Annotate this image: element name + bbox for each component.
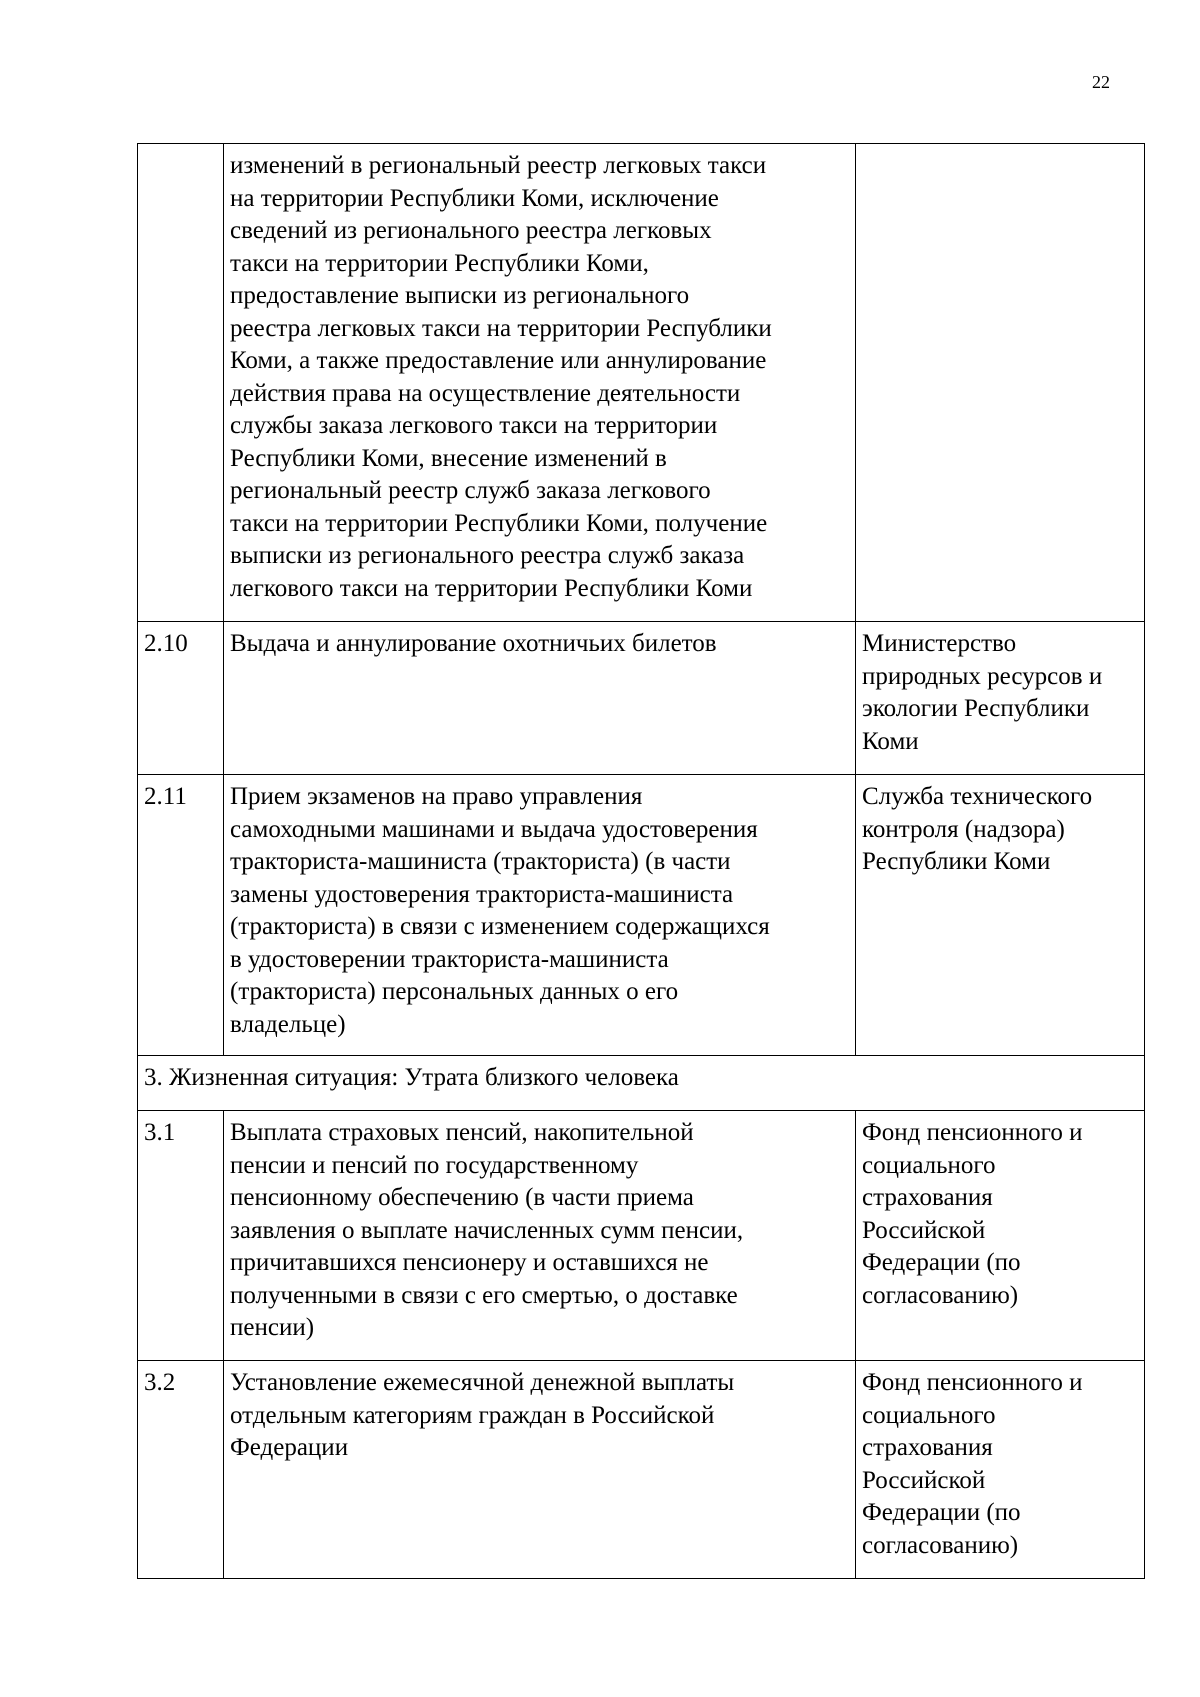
service-description-cell: Прием экзаменов на право управления самоходными машинами и выдача удостоверения тракториста-машиниста (тракториста) (в части замены удостоверения тракториста-машиниста (тракториста) в связи с изменением содержащихся в удостоверении тракториста-машиниста (тракториста) персональных данных о его владельце) [224, 775, 856, 1056]
row-number-cell: 2.10 [138, 622, 224, 775]
responsible-organization-cell: Министерство природных ресурсов и экологии Республики Коми [856, 622, 1145, 775]
service-description-cell: изменений в региональный реестр легковых такси на территории Республики Коми, исключение сведений из регионального реестра легковых такси на территории Республики Коми, предоставление выписки из регионального реестра легковых такси на территории Республики Коми, а также предоставление или аннулирование действия права на осуществление деятельности службы заказа легкового такси на территории Республики Коми, внесение изменений в региональный реестр служб заказа легкового такси на территории Республики Коми, получение выписки из регионального реестра служб заказа легкового такси на территории Республики Коми [224, 144, 856, 622]
service-description-cell: Выплата страховых пенсий, накопительной пенсии и пенсий по государственному пенсионному обеспечению (в части приема заявления о выплате начисленных сумм пенсии, причитавшихся пенсионеру и оставшихся не полученными в связи с его смертью, о доставке пенсии) [224, 1111, 856, 1361]
page-number: 22 [1092, 72, 1110, 92]
table-row [138, 775, 1145, 1056]
table-row [138, 144, 1145, 622]
responsible-organization-cell: Служба технического контроля (надзора) Республики Коми [856, 775, 1145, 1056]
responsible-organization-cell: Фонд пенсионного и социального страхования Российской Федерации (по согласованию) [856, 1111, 1145, 1361]
service-description-cell: Выдача и аннулирование охотничьих билетов [224, 622, 856, 775]
table-row [138, 1111, 1145, 1361]
row-number-cell [138, 144, 224, 622]
section-title: 3. Жизненная ситуация: Утрата близкого человека [138, 1056, 1145, 1111]
row-number-cell: 3.2 [138, 1361, 224, 1579]
services-table [137, 143, 1145, 1579]
table-row [138, 1361, 1145, 1579]
table-row [138, 622, 1145, 775]
row-number-cell: 2.11 [138, 775, 224, 1056]
section-header-row [138, 1056, 1145, 1111]
row-number-cell: 3.1 [138, 1111, 224, 1361]
service-description-cell: Установление ежемесячной денежной выплаты отдельным категориям граждан в Российской Федерации [224, 1361, 856, 1579]
responsible-organization-cell: Фонд пенсионного и социального страхования Российской Федерации (по согласованию) [856, 1361, 1145, 1579]
responsible-organization-cell [856, 144, 1145, 622]
